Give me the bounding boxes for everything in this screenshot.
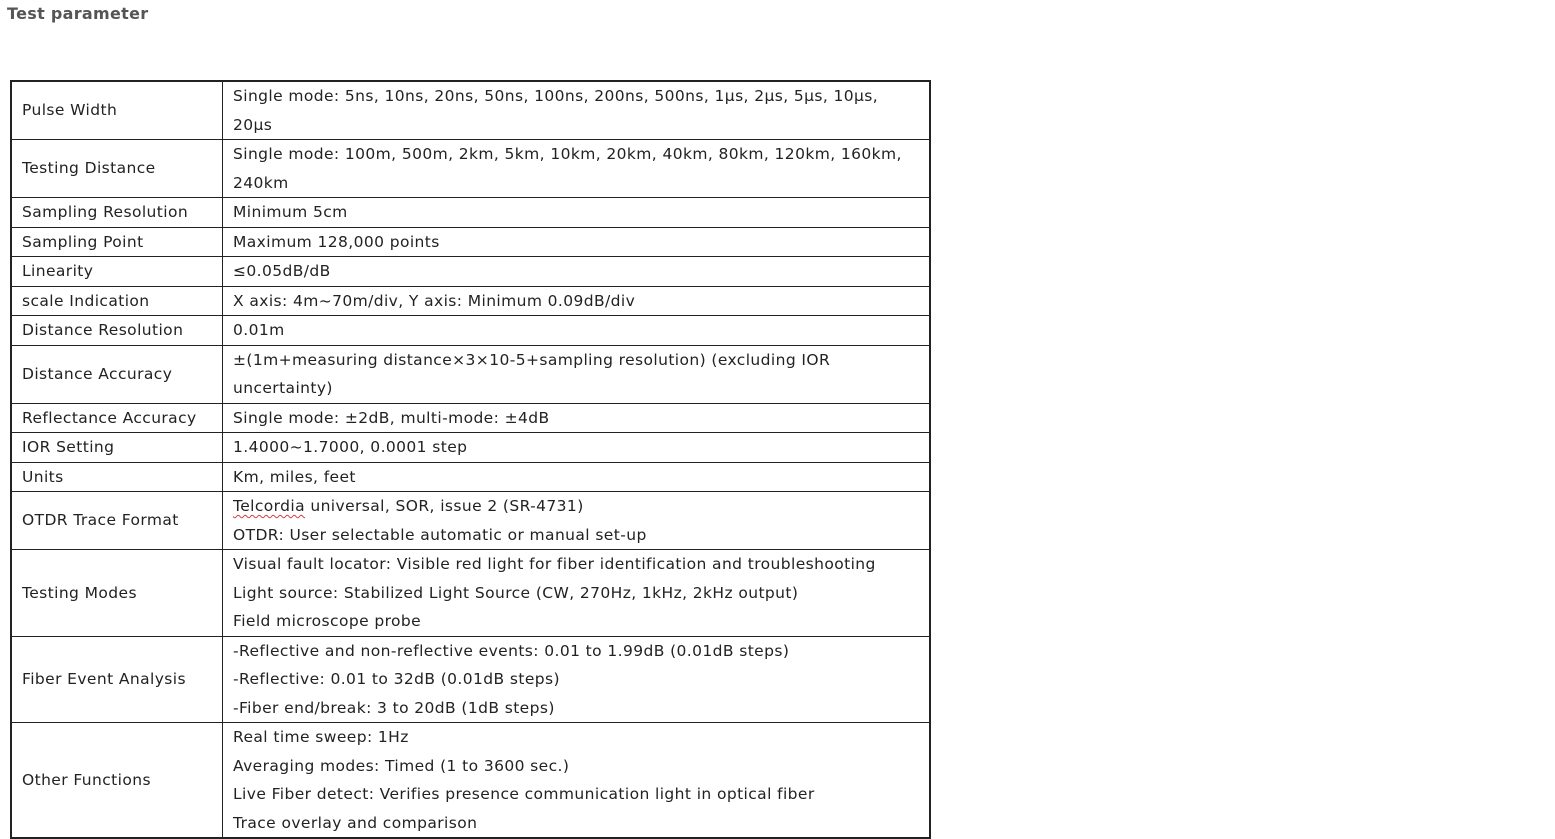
value-line: -Reflective and non-reflective events: 0.01 to 1.99dB (0.01dB steps) [233, 641, 790, 660]
row-label: Distance Accuracy [11, 345, 223, 403]
value-line: Single mode: 100m, 500m, 2km, 5km, 10km, 20km, 40km, 80km, 120km, 160km, 240km [233, 145, 902, 192]
value-line: Averaging modes: Timed (1 to 3600 sec.) [233, 756, 570, 775]
row-value [223, 636, 931, 723]
table-row [11, 345, 930, 403]
row-label: Linearity [11, 257, 223, 287]
row-value [223, 492, 931, 550]
value-line: Single mode: 5ns, 10ns, 20ns, 50ns, 100ns, 200ns, 500ns, 1μs, 2μs, 5μs, 10μs, 20μs [233, 87, 879, 134]
row-value [223, 140, 931, 198]
row-label: Units [11, 462, 223, 492]
table-row [11, 433, 930, 463]
table-row [11, 403, 930, 433]
row-label: Sampling Point [11, 227, 223, 257]
value-line: -Fiber end/break: 3 to 20dB (1dB steps) [233, 698, 555, 717]
row-value [223, 403, 931, 433]
table-row [11, 140, 930, 198]
value-line: Maximum 128,000 points [233, 232, 440, 251]
value-line: Telcordia universal, SOR, issue 2 (SR-4731) [233, 497, 584, 515]
table-row [11, 723, 930, 839]
table-row [11, 227, 930, 257]
value-line: Real time sweep: 1Hz [233, 728, 409, 746]
row-label: Pulse Width [11, 81, 223, 140]
value-line: 1.4000~1.7000, 0.0001 step [233, 438, 468, 456]
row-value [223, 257, 931, 287]
row-label: Fiber Event Analysis [11, 636, 223, 723]
value-line: ≤0.05dB/dB [233, 262, 331, 280]
row-label: Reflectance Accuracy [11, 403, 223, 433]
value-line: OTDR: User selectable automatic or manual set-up [233, 525, 647, 544]
row-value [223, 433, 931, 463]
table-row [11, 316, 930, 346]
row-label: IOR Setting [11, 433, 223, 463]
value-line: Km, miles, feet [233, 467, 356, 486]
table-row [11, 81, 930, 140]
value-line: Field microscope probe [233, 612, 422, 630]
row-value [223, 316, 931, 346]
value-line: -Reflective: 0.01 to 32dB (0.01dB steps) [233, 670, 560, 688]
table-row [11, 492, 930, 550]
value-line: Minimum 5cm [233, 203, 348, 221]
row-label: OTDR Trace Format [11, 492, 223, 550]
row-value [223, 462, 931, 492]
row-label: Testing Distance [11, 140, 223, 198]
value-line: Visual fault locator: Visible red light for fiber identification and troubleshooting [233, 555, 876, 573]
row-label: Sampling Resolution [11, 198, 223, 228]
spec-table-body [11, 81, 930, 838]
page-title: Test parameter [7, 4, 149, 23]
table-row [11, 636, 930, 723]
table-row [11, 462, 930, 492]
row-label: Other Functions [11, 723, 223, 839]
row-value [223, 723, 931, 839]
value-line: 0.01m [233, 321, 285, 339]
row-value [223, 286, 931, 316]
spec-table [10, 80, 931, 839]
row-value [223, 81, 931, 140]
table-row [11, 257, 930, 287]
value-line: Live Fiber detect: Verifies presence communication light in optical fiber [233, 785, 815, 803]
value-line: X axis: 4m~70m/div, Y axis: Minimum 0.09dB/div [233, 291, 636, 310]
spellcheck-word: Telcordia [233, 497, 306, 515]
row-value [223, 198, 931, 228]
value-line: Trace overlay and comparison [233, 813, 478, 832]
table-row [11, 198, 930, 228]
value-line: Single mode: ±2dB, multi-mode: ±4dB [233, 408, 550, 427]
value-line: ±(1m+measuring distance×3×10-5+sampling resolution) (excluding IOR uncertainty) [233, 350, 831, 397]
row-value [223, 345, 931, 403]
table-row [11, 550, 930, 637]
value-line: Light source: Stabilized Light Source (CW, 270Hz, 1kHz, 2kHz output) [233, 583, 799, 602]
row-label: Testing Modes [11, 550, 223, 637]
row-value [223, 550, 931, 637]
row-label: Distance Resolution [11, 316, 223, 346]
row-value [223, 227, 931, 257]
table-row [11, 286, 930, 316]
row-label: scale Indication [11, 286, 223, 316]
